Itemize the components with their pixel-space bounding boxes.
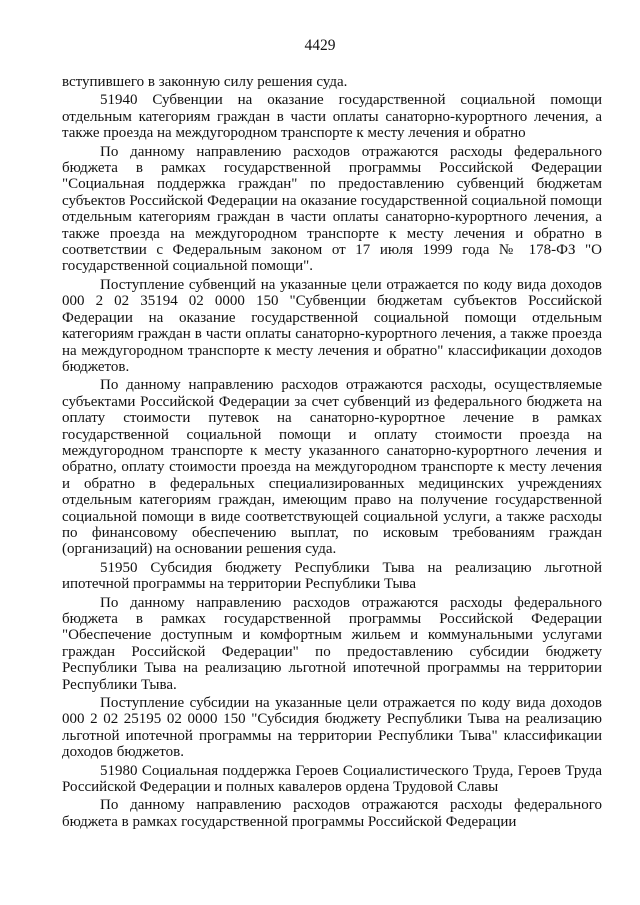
- paragraph-continuation: вступившего в законную силу решения суда.: [62, 74, 348, 90]
- document-body: [62, 74, 602, 832]
- paragraph: Поступление субвенций на указанные цели отражается по коду вида доходов 000 2 02 35194 02 0000 150 "Субвенции бюджетам субъектов Российской Федерации на оказание государственной социальной помощи отдельным категориям граждан в части оплаты санаторно-курортного лечения, а также проезда на междугородном транспорте к месту лечения и обратно" классификации доходов бюджетов.: [62, 276, 602, 375]
- paragraph-heading-51980: 51980 Социальная поддержка Героев Социалистического Труда, Героев Труда Российской Федерации и полных кавалеров ордена Трудовой Славы: [62, 762, 602, 796]
- paragraph: По данному направлению расходов отражаются расходы федерального бюджета в рамках государственной программы Российской Федерации: [62, 797, 602, 830]
- paragraph: Поступление субсидии на указанные цели отражается по коду вида доходов 000 2 02 25195 02 0000 150 "Субсидия бюджету Республики Тыва на реализацию льготной ипотечной программы на территории Республики Тыва" классификации доходов бюджетов.: [62, 695, 602, 761]
- paragraph-heading-51940: 51940 Субвенции на оказание государственной социальной помощи отдельным категориям граждан в части оплаты санаторно-курортного лечения, а также проезда на междугородном транспорте к месту лечения и обратно: [62, 92, 602, 142]
- paragraph: По данному направлению расходов отражаются расходы федерального бюджета в рамках государственной программы Российской Федерации "Социальная поддержка граждан" по предоставлению субвенций бюджетам субъектов Российской Федерации на оказание государственной социальной помощи отдельным категориям граждан в части оплаты санаторно-курортного лечения, а также проезда на междугородном транспорте к месту лечения и обратно в соответствии с Федеральным законом от 17 июля 1999 года № 178-ФЗ "О государственной социальной помощи".: [62, 143, 602, 275]
- paragraph-heading-51950: 51950 Субсидия бюджету Республики Тыва на реализацию льготной ипотечной программы на территории Республики Тыва: [62, 559, 602, 593]
- paragraph: По данному направлению расходов отражаются расходы, осуществляемые субъектами Российской Федерации за счет субвенций из федерального бюджета на оплату стоимости путевок на санаторно-курортное лечение в рамках государственной социальной помощи и оплату стоимости проезда на междугородном транспорте к месту указанного санаторно-курортного лечения и обратно, оплату стоимости проезда на междугородном транспорте к месту лечения и обратно в федеральных специализированных медицинских учреждениях отдельным категориям граждан, имеющим право на получение государственной социальной помощи в виде соответствующей социальной услуги, а также расходы по финансовому обеспечению выплат, по исковым требованиям граждан (организаций) на основании решения суда.: [62, 377, 602, 558]
- page-number: 4429: [304, 37, 336, 54]
- paragraph: По данному направлению расходов отражаются расходы федерального бюджета в рамках государственной программы Российской Федерации "Обеспечение доступным и комфортным жильем и коммунальными услугами граждан Российской Федерации" по предоставлению субсидии бюджету Республики Тыва на реализацию льготной ипотечной программы на территории Республики Тыва.: [62, 594, 602, 693]
